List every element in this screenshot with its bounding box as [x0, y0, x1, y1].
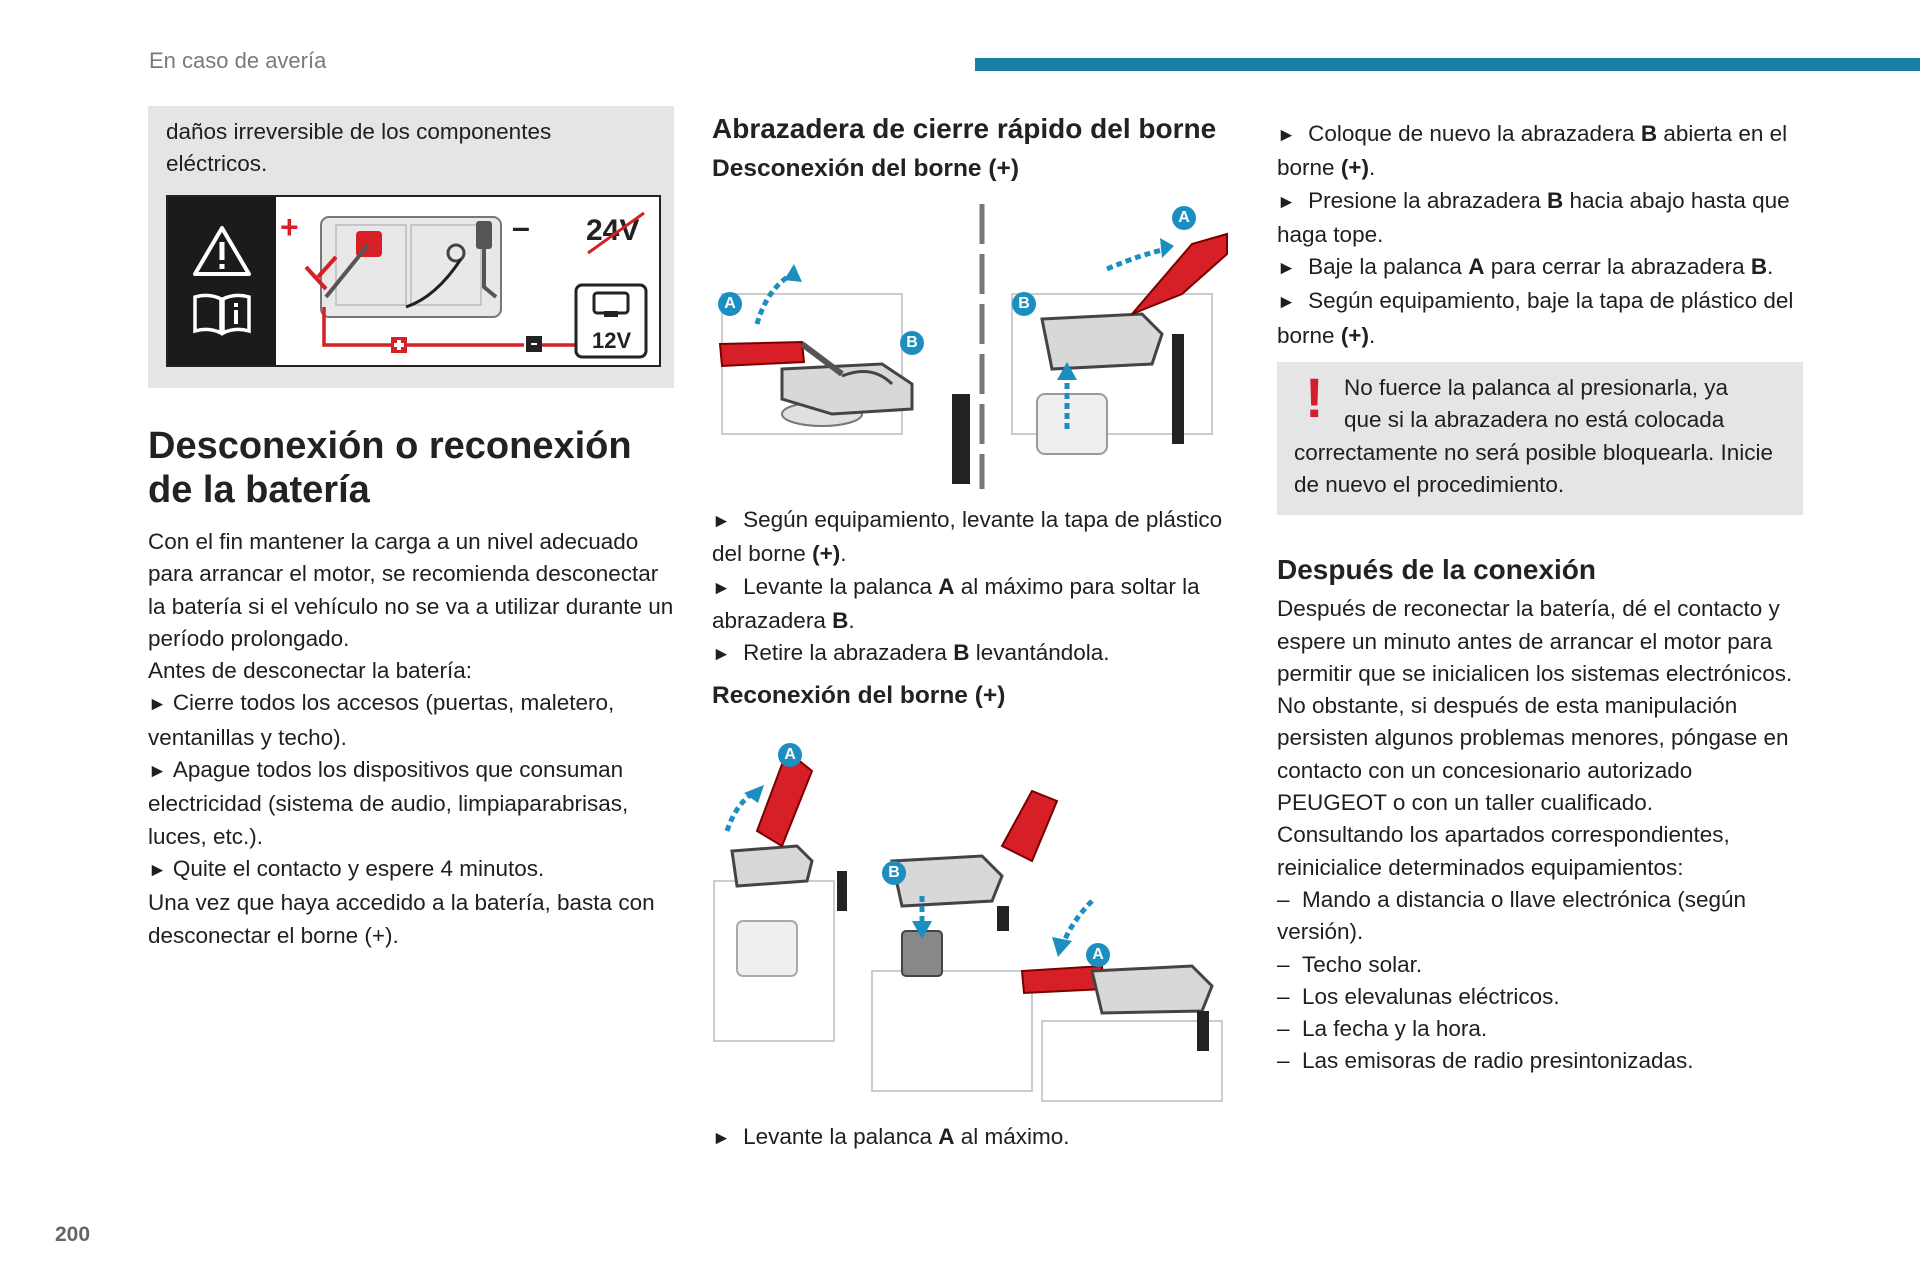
disconnect-illustration: [712, 194, 1232, 494]
label-a-badge: A: [1172, 206, 1196, 230]
plus-label: +: [280, 208, 299, 245]
bullet-arrow-icon: ►: [1277, 191, 1296, 213]
after-paragraph: Consultando los apartados correspondientes, reinicialice determinados equipamientos:: [1277, 822, 1730, 880]
label-a-badge: A: [718, 292, 742, 316]
left-column: [148, 106, 674, 952]
list-item: – La fecha y la hora.: [1277, 1016, 1488, 1042]
list-item: ► Según equipamiento, levante la tapa de plástico del borne (+).: [712, 507, 1223, 567]
list-item: ► Según equipamiento, baje la tapa de plástico del borne (+).: [1277, 288, 1794, 348]
bullet-arrow-icon: ►: [148, 859, 167, 881]
reconnect-subtitle: Reconexión del borne (+): [712, 682, 1006, 710]
disconnect-subtitle: Desconexión del borne (+): [712, 155, 1019, 182]
list-item: ► Presione la abrazadera B hacia abajo hasta que haga tope.: [1277, 187, 1790, 247]
bullet-arrow-icon: ►: [148, 761, 167, 783]
voltage-24v-label: 24V: [586, 213, 640, 247]
list-item: ► Retire la abrazadera B levantándola.: [712, 640, 1110, 666]
after-paragraph: Después de reconectar la batería, dé el contacto y espere un minuto antes de arrancar el motor para permitir que se inicialicen los sistemas electrónicos.: [1277, 596, 1793, 686]
list-item: ► Cierre todos los accesos (puertas, maletero, ventanillas y techo).: [148, 690, 615, 750]
warning-triangle-icon: [192, 225, 252, 277]
voltage-12v-label: 12V: [592, 327, 632, 353]
caution-text: correctamente no será posible bloquearla. Inicie de nuevo el procedimiento.: [1294, 439, 1774, 497]
right-column: [1277, 118, 1803, 1078]
dash-bullet: –: [1277, 886, 1303, 912]
bullet-arrow-icon: ►: [712, 1128, 731, 1150]
bullet-arrow-icon: ►: [712, 577, 731, 599]
bullet-arrow-icon: ►: [712, 644, 731, 666]
label-b-badge: B: [1012, 292, 1036, 316]
page-section-title: En caso de avería: [149, 48, 327, 73]
warning-icon-panel: [168, 197, 276, 365]
quick-release-title: Abrazadera de cierre rápido del borne: [712, 113, 1217, 144]
label-a-badge: A: [1086, 943, 1110, 967]
middle-column: [712, 112, 1237, 1156]
bullet-arrow-icon: ►: [1277, 258, 1296, 280]
label-b-badge: B: [900, 331, 924, 355]
warning-text: daños irreversible de los componentes eléctricos.: [166, 119, 552, 177]
bullet-arrow-icon: ►: [712, 511, 731, 532]
dash-bullet: –: [1277, 983, 1303, 1009]
list-item: – Mando a distancia o llave electrónica (según versión).: [1277, 886, 1747, 945]
dash-bullet: –: [1277, 1048, 1303, 1074]
list-item: ► Apague todos los dispositivos que consuman electricidad (sistema de audio, limpiaparabrisas, luces, etc.).: [148, 757, 629, 849]
list-item: ► Levante la palanca A al máximo para soltar la abrazadera B.: [712, 573, 1200, 633]
section-title: Desconexión o reconexión de la batería: [148, 425, 632, 511]
before-disconnect-text: Antes de desconectar la batería:: [148, 658, 472, 684]
page-number: 200: [55, 1223, 91, 1246]
caution-line: que si la abrazadera no está colocada: [1344, 407, 1725, 433]
after-connection-title: Después de la conexión: [1277, 554, 1596, 586]
label-a-badge: A: [778, 743, 802, 767]
after-paragraph: No obstante, si después de esta manipulación persisten algunos problemas menores, póngase en contacto con un concesionario autorizado PEUGEOT o con un taller cualificado.: [1277, 693, 1789, 816]
bullet-arrow-icon: ►: [1277, 125, 1296, 146]
list-item: ► Levante la palanca A al máximo.: [712, 1124, 1070, 1150]
outro-paragraph: Una vez que haya accedido a la batería, basta con desconectar el borne (+).: [148, 890, 655, 948]
caution-line: No fuerce la palanca al presionarla, ya: [1344, 375, 1728, 401]
manual-book-icon: [191, 291, 253, 337]
bullet-arrow-icon: ►: [148, 694, 167, 716]
dash-bullet: –: [1277, 951, 1303, 977]
battery-jump-illustration: [276, 197, 659, 365]
list-item: ► Baje la palanca A para cerrar la abrazadera B.: [1277, 254, 1774, 280]
minus-label: –: [512, 208, 530, 245]
exclamation-icon: !: [1305, 366, 1324, 430]
list-item: ► Quite el contacto y espere 4 minutos.: [148, 855, 545, 881]
list-item: ► Coloque de nuevo la abrazadera B abierta en el borne (+).: [1277, 121, 1788, 181]
label-b-badge: B: [882, 861, 906, 885]
header-accent-bar: [975, 58, 1920, 71]
warning-box: [148, 106, 674, 388]
bullet-arrow-icon: ►: [1277, 292, 1296, 314]
battery-warning-diagram: [166, 195, 661, 367]
list-item: – Las emisoras de radio presintonizadas.: [1277, 1048, 1694, 1074]
crossed-out-line: [582, 211, 648, 255]
caution-box: [1277, 362, 1803, 515]
list-item: – Los elevalunas eléctricos.: [1277, 983, 1560, 1009]
list-item: – Techo solar.: [1277, 951, 1423, 977]
intro-paragraph: Con el fin mantener la carga a un nivel adecuado para arrancar el motor, se recomienda desconectar la batería si el vehículo no se va a utilizar durante un período prolongado.: [148, 529, 674, 651]
reconnect-illustration: [712, 721, 1232, 1111]
dash-bullet: –: [1277, 1016, 1303, 1042]
